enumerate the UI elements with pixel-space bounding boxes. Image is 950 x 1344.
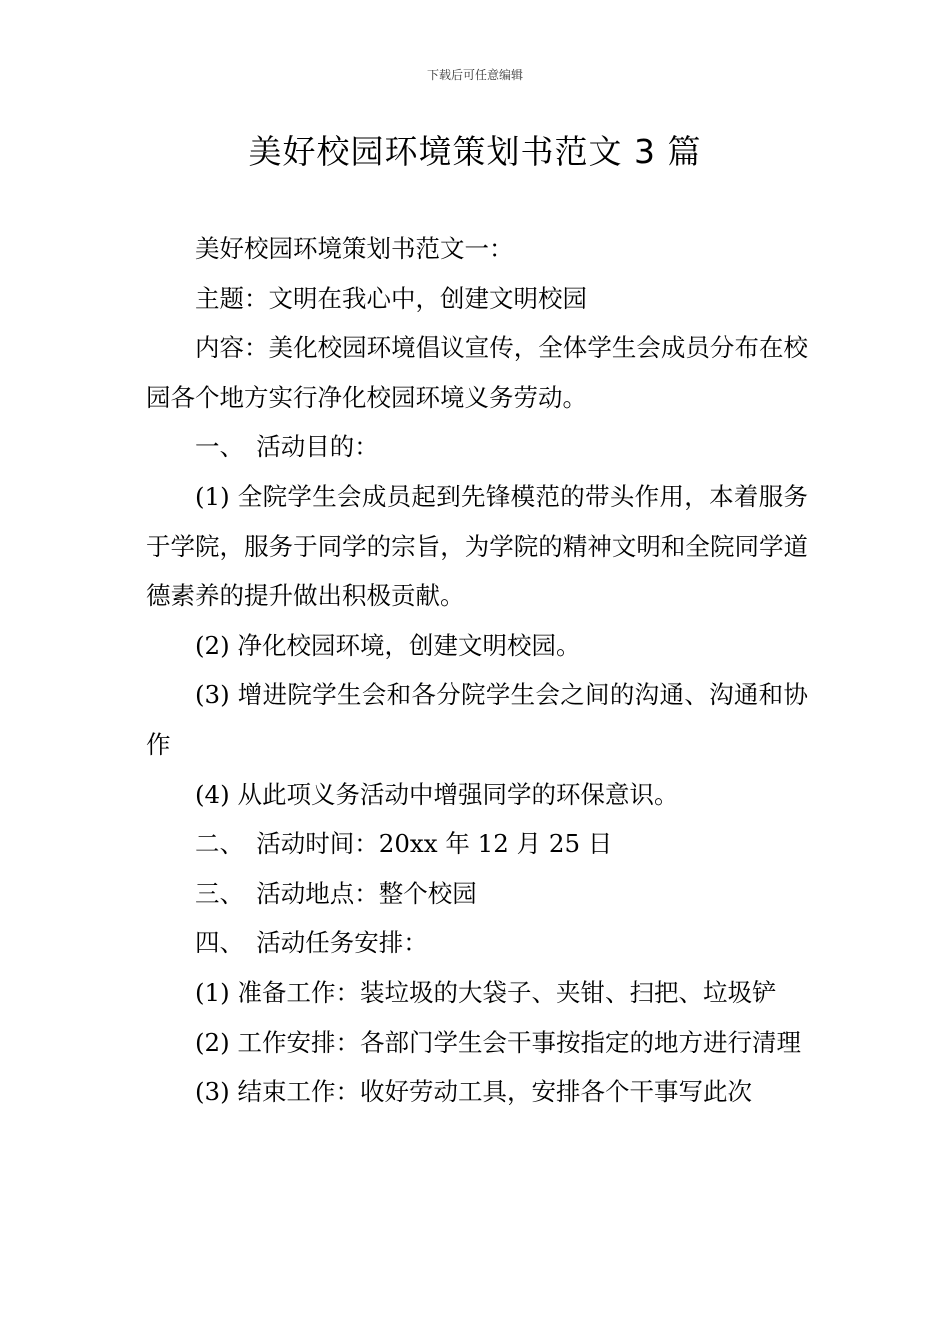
purpose-item-1: (1) 全院学生会成员起到先锋模范的带头作用，本着服务于学院，服务于同学的宗旨，为学院的精神文明和全院同学道德素养的提升做出积极贡献。 <box>146 481 808 611</box>
header-note: 下载后可任意编辑 <box>426 68 523 82</box>
task-item-1: (1) 准备工作：装垃圾的大袋子、夹钳、扫把、垃圾铲 <box>195 977 777 1007</box>
task-item-2: (2) 工作安排：各部门学生会干事按指定的地方进行清理 <box>195 1027 801 1057</box>
paragraph-content: 内容：美化校园环境倡议宣传，全体学生会成员分布在校园各个地方实行净化校园环境义务劳动。 <box>146 333 808 412</box>
task-item-3: (3) 结束工作：收好劳动工具，安排各个干事写此次 <box>195 1077 752 1107</box>
document-body <box>146 224 808 1117</box>
document-title: 美好校园环境策划书范文 3 篇 <box>248 132 702 171</box>
paragraph-theme: 主题：文明在我心中，创建文明校园 <box>195 283 587 313</box>
section-heading-purpose: 一、 活动目的： <box>195 432 379 462</box>
paragraph-intro-heading: 美好校园环境策划书范文一： <box>195 234 514 263</box>
purpose-item-2: (2) 净化校园环境，创建文明校园。 <box>195 630 581 660</box>
purpose-item-4: (4) 从此项义务活动中增强同学的环保意识。 <box>195 779 679 809</box>
section-heading-location: 三、 活动地点：整个校园 <box>195 878 477 908</box>
section-heading-tasks: 四、 活动任务安排： <box>195 928 428 958</box>
section-heading-time: 二、 活动时间：20xx 年 12 月 25 日 <box>195 829 613 859</box>
purpose-item-3: (3) 增进院学生会和各分院学生会之间的沟通、沟通和协作 <box>146 680 808 759</box>
